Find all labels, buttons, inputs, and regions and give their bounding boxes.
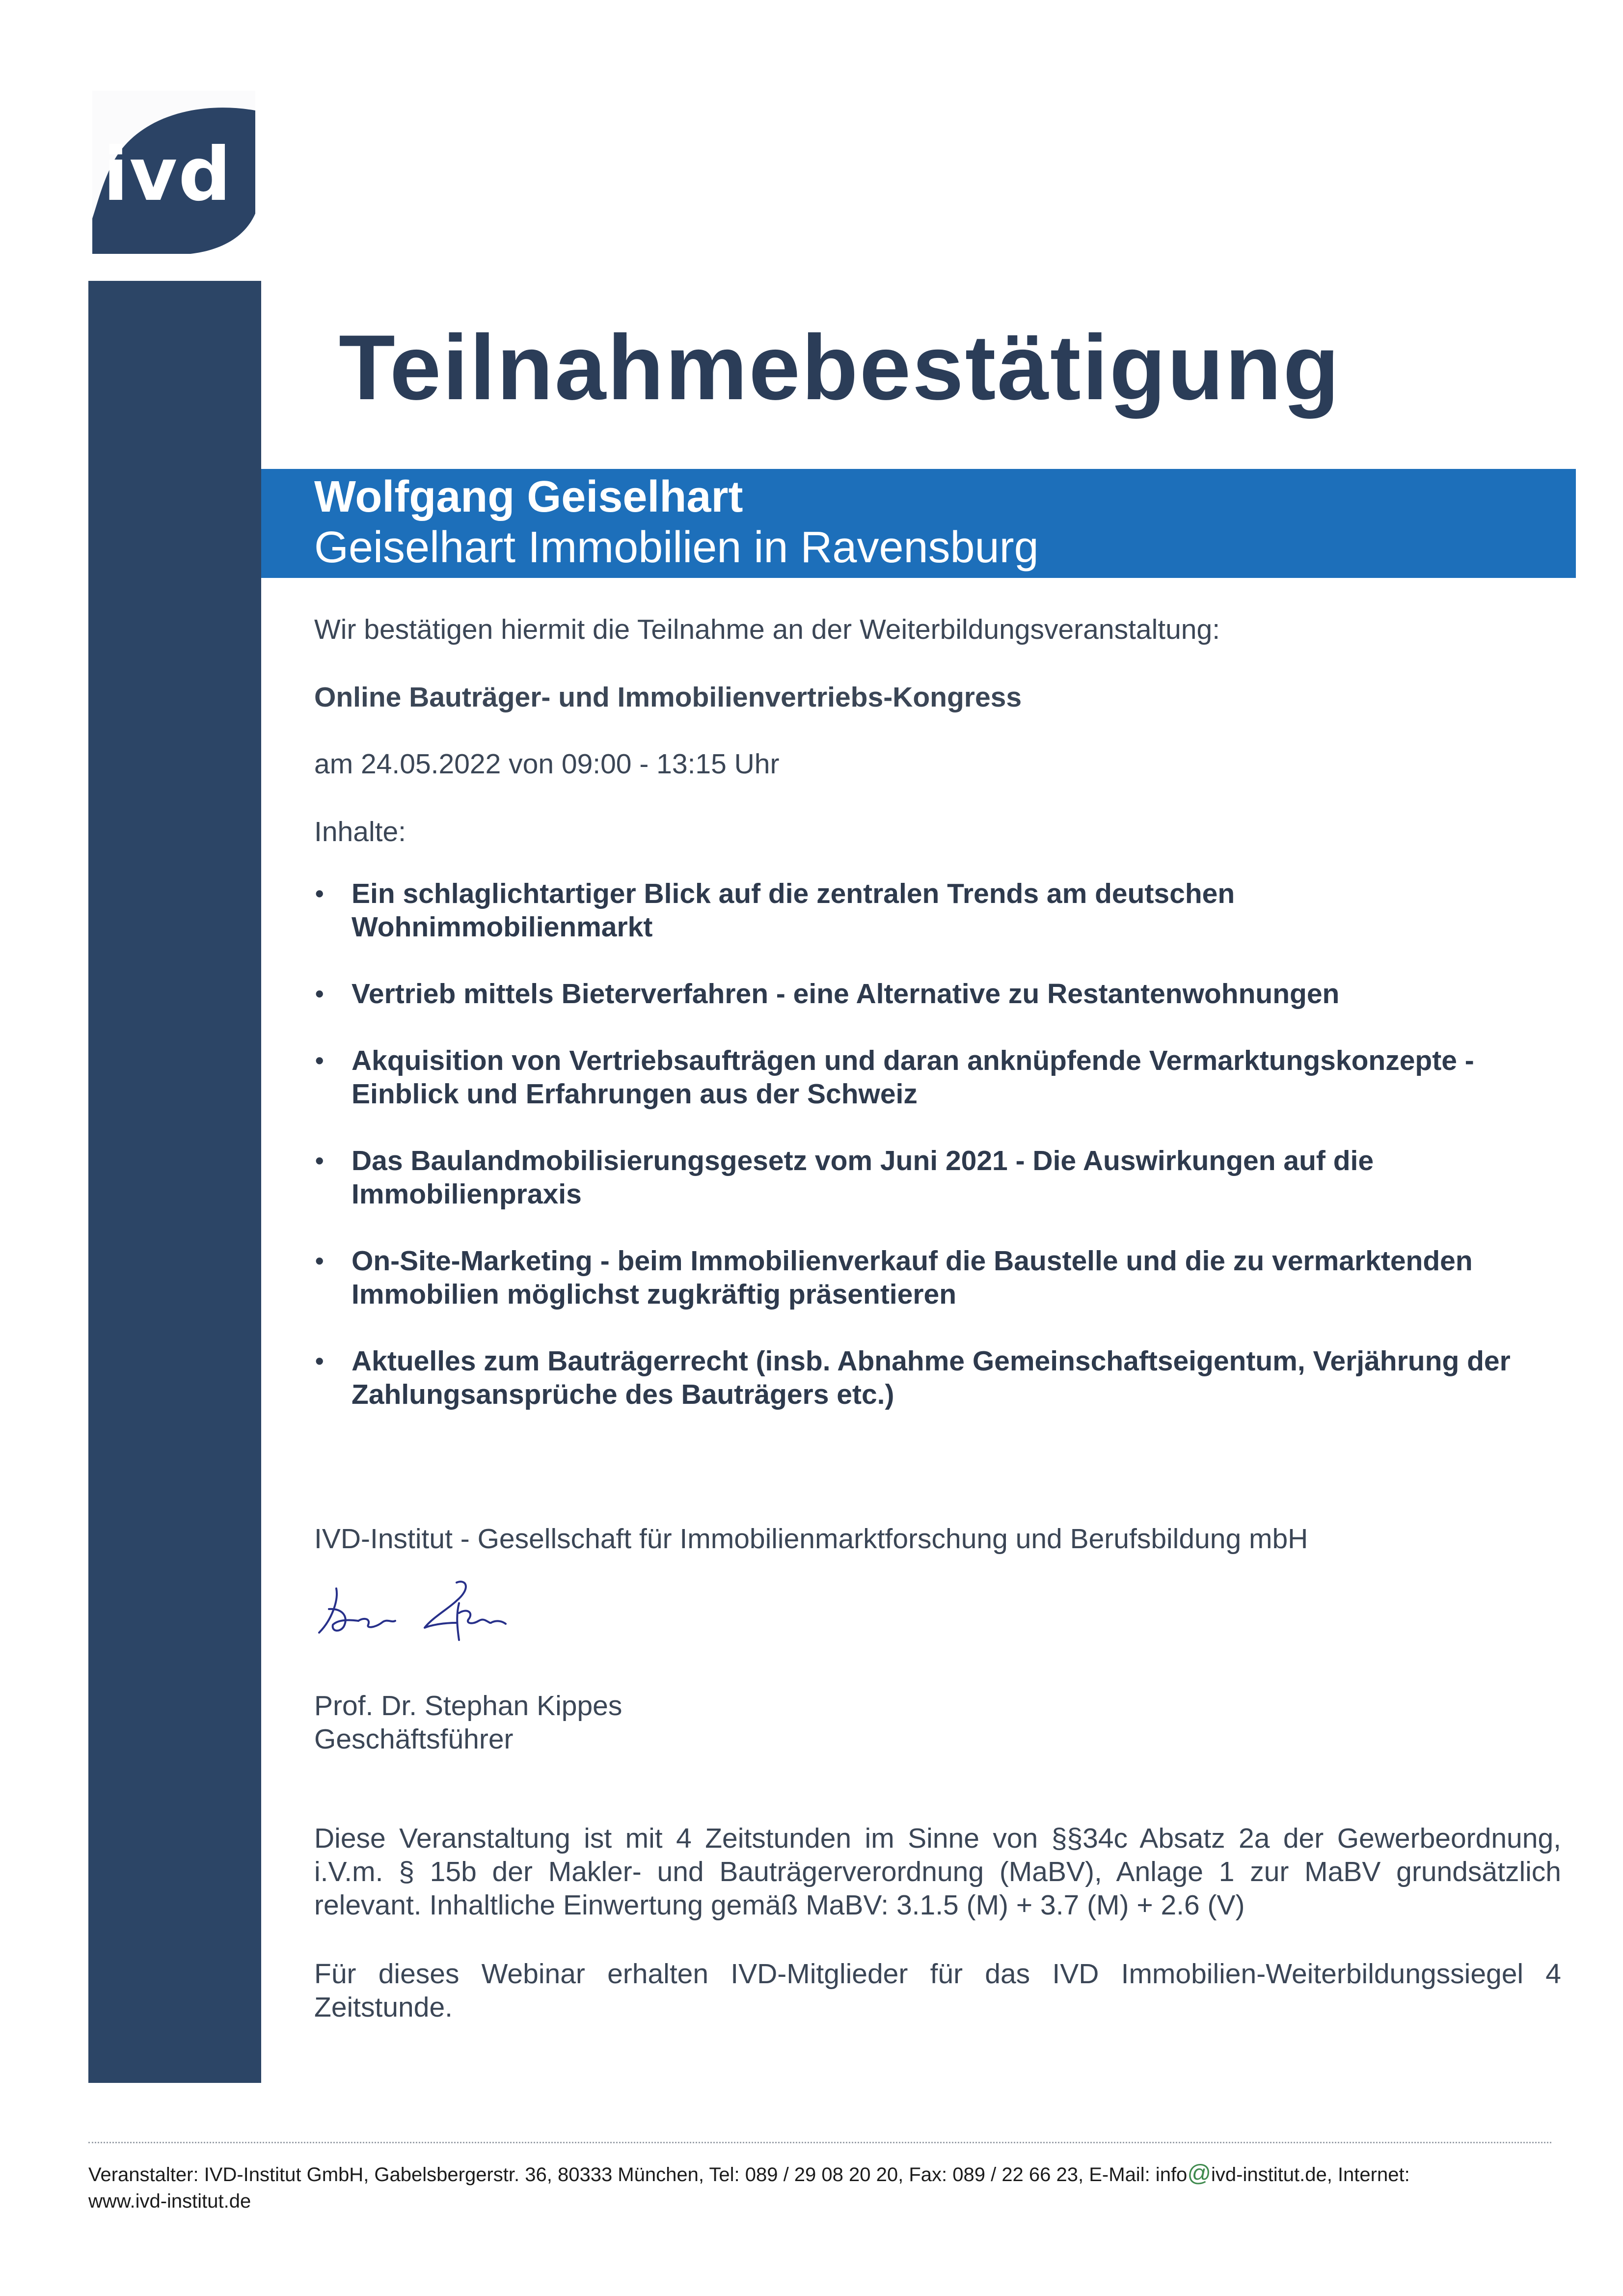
topic-line: Das Baulandmobilisierungsgesetz vom Juni 2021 - Die Auswirkungen auf die <box>352 1145 1374 1176</box>
list-item <box>314 1344 1571 1411</box>
ivd-logo <box>92 91 255 254</box>
bullet-icon: • <box>315 880 324 907</box>
footer <box>88 2160 1542 2214</box>
bullet-icon: • <box>315 1247 324 1275</box>
list-item <box>314 877 1571 944</box>
intro-text: Wir bestätigen hiermit die Teilnahme an der Weiterbildungsveranstaltung: <box>314 614 1220 645</box>
event-name: Online Bauträger- und Immobilienvertriebs-Kongress <box>314 682 1022 713</box>
signer-role: Geschäftsführer <box>314 1723 514 1755</box>
topic-line: Einblick und Erfahrungen aus der Schweiz <box>352 1078 918 1110</box>
participant-company: Geiselhart Immobilien in Ravensburg <box>314 523 1039 572</box>
topic-line: Vertrieb mittels Bieterverfahren - eine Alternative zu Restantenwohnungen <box>352 978 1340 1010</box>
side-bar <box>88 281 261 2083</box>
footer-website[interactable]: www.ivd-institut.de <box>88 2190 251 2212</box>
topic-line: On-Site-Marketing - beim Immobilienverkauf die Baustelle und die zu vermarktenden <box>352 1245 1473 1277</box>
bullet-icon: • <box>315 1047 324 1074</box>
topic-line: Aktuelles zum Bauträgerrecht (insb. Abnahme Gemeinschaftseigentum, Verjährung der <box>352 1345 1511 1377</box>
bullet-icon: • <box>315 1347 324 1375</box>
event-date: am 24.05.2022 von 09:00 - 13:15 Uhr <box>314 748 780 780</box>
footer-divider <box>88 2142 1551 2143</box>
footer-email-domain: ivd-institut.de, Internet: <box>1211 2164 1410 2186</box>
topic-list <box>314 877 1571 1445</box>
signature-icon <box>309 1574 540 1647</box>
logo-text: ivd <box>103 132 232 218</box>
institute-name: IVD-Institut - Gesellschaft für Immobilienmarktforschung und Berufsbildung mbH <box>314 1523 1308 1555</box>
list-item <box>314 977 1571 1011</box>
topic-line: Ein schlaglichtartiger Blick auf die zentralen Trends am deutschen <box>352 878 1235 909</box>
list-item <box>314 1044 1571 1111</box>
topic-line: Zahlungsansprüche des Bauträgers etc.) <box>352 1379 894 1410</box>
list-item <box>314 1144 1571 1211</box>
list-item <box>314 1244 1571 1311</box>
footer-organizer: Veranstalter: IVD-Institut GmbH, Gabelsbergerstr. 36, 80333 München, Tel: 089 / 29 08 20 20, Fax: 089 / 22 66 23, E-Mail: info <box>88 2164 1188 2186</box>
topic-line: Immobilienpraxis <box>352 1178 582 1210</box>
member-note: Für dieses Webinar erhalten IVD-Mitglieder für das IVD Immobilien-Weiterbildungssiegel 4 Zeitstunde. <box>314 1958 1561 2023</box>
credit-note: Diese Veranstaltung ist mit 4 Zeitstunden im Sinne von §§34c Absatz 2a der Gewerbeordnung, i.V.m. § 15b der Makler- und Bauträgerverordnung (MaBV), Anlage 1 zur MaBV grundsätzlich relevant. Inhaltliche Einwertung gemäß MaBV: 3.1.5 (M) + 3.7 (M) + 2.6 (V) <box>314 1823 1561 1921</box>
signer-name: Prof. Dr. Stephan Kippes <box>314 1690 622 1722</box>
participant-name: Wolfgang Geiselhart <box>314 472 743 521</box>
topic-line: Wohnimmobilienmarkt <box>352 911 653 943</box>
topic-line: Akquisition von Vertriebsaufträgen und daran anknüpfende Vermarktungskonzepte - <box>352 1045 1474 1076</box>
contents-label: Inhalte: <box>314 816 406 847</box>
at-icon: @ <box>1187 2160 1212 2187</box>
page-title: Teilnahmebestätigung <box>339 316 1341 419</box>
bullet-icon: • <box>315 980 324 1008</box>
topic-line: Immobilien möglichst zugkräftig präsentieren <box>352 1279 957 1310</box>
bullet-icon: • <box>315 1147 324 1175</box>
